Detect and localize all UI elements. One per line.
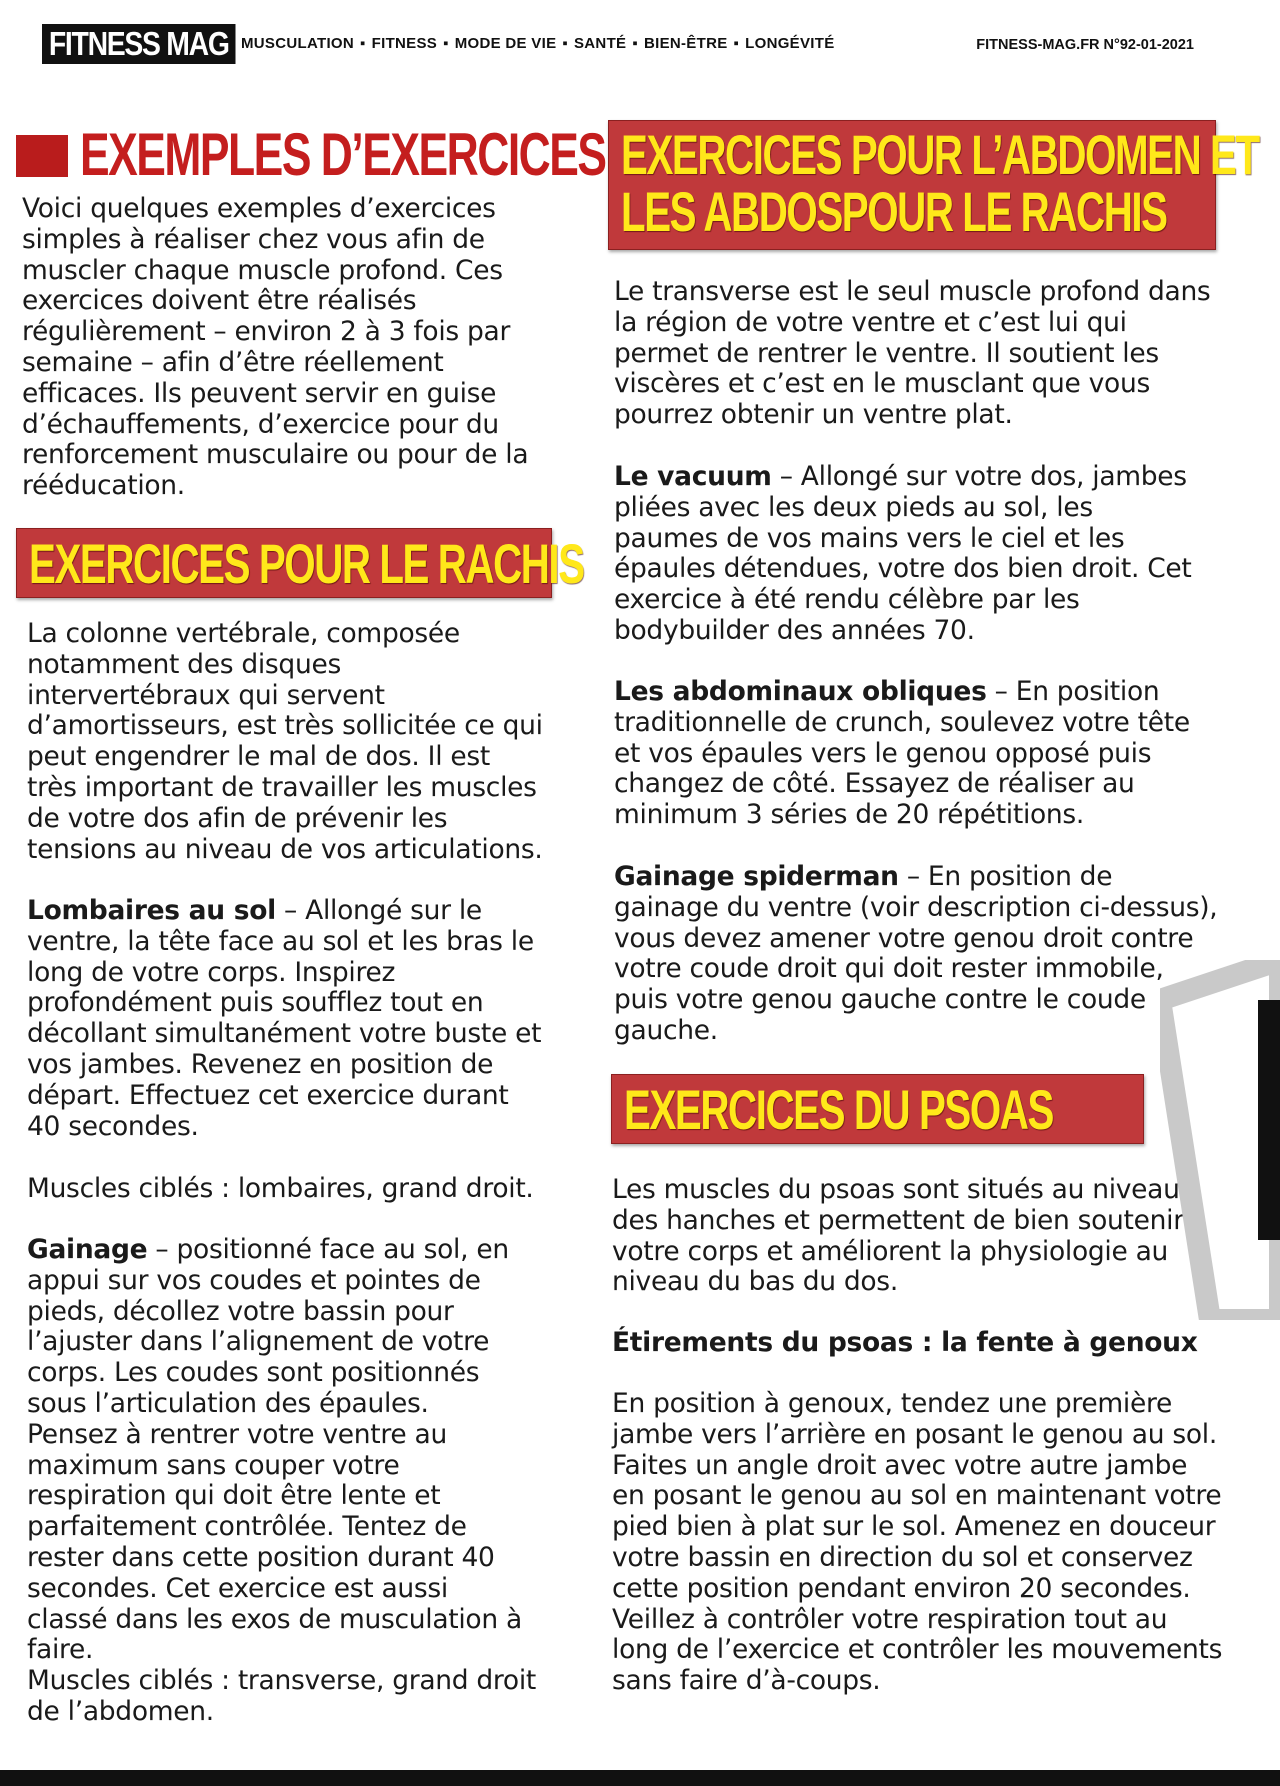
psoas-paragraph: En position à genoux, tendez une première jambe vers l’arrière en posant le genou au sol. Faites un angle droit avec votre autre jambe en posant le genou au sol en maintenant votre pied bien à plat sur le sol. Amenez en douceur votre bassin en direction du sol et conservez cette position pendant environ 20 secondes. Veillez à contrôler votre respiration tout au long de l’exercice et contrôler les mouvements sans faire d’à-coups. xyxy=(612,1388,1223,1697)
banner-rachis-text: EXERCICES POUR LE RACHIS xyxy=(29,532,584,595)
gainage-text: – positionné face au sol, en appui sur vos coudes et pointes de pieds, décollez votre bassin pour l’ajuster dans l’alignement de votre corps. Les coudes sont positionnés sous l’articulation des épaules. Pensez à rentrer votre ventre au maximum sans couper votre respiration qui doit être lente et parfaitement contrôlée. Tentez de rester dans cette position durant 40 secondes. Cet exercice est aussi classé dans les exos de musculation à faire. xyxy=(27,1234,522,1666)
rachis-intro-paragraph: La colonne vertébrale, composée notamment des disques intervertébraux qui servent d’amortisseurs, est très sollicitée ce qui peut engendrer le mal de dos. Il est très important de travailler les muscles de votre dos afin de prévenir les tensions au niveau de vos articulations. xyxy=(27,618,543,865)
lombaires-text: – Allongé sur le ventre, la tête face au sol et les bras le long de votre corps. Inspirez profondément puis soufflez tout en décollant simultanément votre buste et vos jambes. Revenez en position de départ. Effectuez cet exercice durant 40 secondes. xyxy=(27,895,542,1142)
obliques-title: Les abdominaux obliques xyxy=(614,676,987,707)
banner-rachis xyxy=(16,528,584,598)
section-nav: MUSCULATION ▪ FITNESS ▪ MODE DE VIE ▪ SANTÉ ▪ BIEN-ÊTRE ▪ LONGÉVITÉ xyxy=(241,35,835,52)
nav-item-sante[interactable]: SANTÉ xyxy=(574,35,627,52)
lombaires-title: Lombaires au sol xyxy=(27,895,276,926)
nav-item-bien-etre[interactable]: BIEN-ÊTRE xyxy=(643,35,728,52)
psoas-subtitle: Étirements du psoas : la fente à genoux xyxy=(612,1327,1198,1358)
lombaires-muscles: Muscles ciblés : lombaires, grand droit. xyxy=(27,1173,534,1204)
banner-abdomen-line1: EXERCICES POUR L’ABDOMEN ET xyxy=(621,123,1259,186)
watermark-fragment xyxy=(1160,960,1280,1320)
spiderman-title: Gainage spiderman xyxy=(614,861,899,892)
nav-item-fitness[interactable]: FITNESS xyxy=(371,35,438,52)
intro-paragraph: Voici quelques exemples d’exercices simples à réaliser chez vous afin de muscler chaque muscle profond. Ces exercices doivent être réalisés régulièrement – environ 2 à 3 fois par semaine – afin d’être réellement efficaces. Ils peuvent servir en guise d’échauffements, d’exercice pour du renforcement musculaire ou pour de la rééducation. xyxy=(22,193,529,502)
banner-abdomen xyxy=(608,120,1259,250)
nav-item-musculation[interactable]: MUSCULATION xyxy=(241,35,355,52)
vacuum-title: Le vacuum xyxy=(614,461,772,492)
title-marker-square xyxy=(16,135,68,177)
gainage-muscles: Muscles ciblés : transverse, grand droit de l’abdomen. xyxy=(27,1665,536,1727)
psoas-intro-paragraph: Les muscles du psoas sont situés au niveau des hanches et permettent de bien soutenir votre corps et améliorent la physiologie au niveau du bas du dos. xyxy=(612,1174,1184,1298)
nav-item-mode-de-vie[interactable]: MODE DE VIE xyxy=(454,35,557,52)
footer-bar xyxy=(0,1770,1280,1786)
issue-number: FITNESS-MAG.FR N°92-01-2021 xyxy=(976,37,1194,53)
vacuum-text: – Allongé sur votre dos, jambes pliées avec les deux pieds au sol, les paumes de vos mains vers le ciel et les épaules détendues, votre dos bien droit. Cet exercice à été rendu célèbre par les bodybuilder des années 70. xyxy=(614,461,1192,646)
vacuum-paragraph xyxy=(614,462,1194,647)
obliques-paragraph xyxy=(614,677,1224,831)
gainage-paragraph xyxy=(27,1235,527,1666)
nav-item-longevite[interactable]: LONGÉVITÉ xyxy=(745,35,835,52)
banner-psoas-text: EXERCICES DU PSOAS xyxy=(624,1078,1053,1141)
obliques-text: – En position traditionnelle de crunch, soulevez votre tête et vos épaules vers le genou opposé puis changez de côté. Essayez de réaliser au minimum 3 séries de 20 répétitions. xyxy=(614,676,1190,831)
banner-abdomen-line2: LES ABDOSPOUR LE RACHIS xyxy=(621,180,1167,243)
banner-psoas xyxy=(611,1074,1144,1144)
abdomen-intro-paragraph: Le transverse est le seul muscle profond dans la région de votre ventre et c’est lui qui permet de rentrer le ventre. Il soutient les viscères et c’est en le musclant que vous pourrez obtenir un ventre plat. xyxy=(614,276,1211,431)
lombaires-paragraph xyxy=(27,896,547,1142)
gainage-title: Gainage xyxy=(27,1234,148,1265)
magazine-logo[interactable]: FITNESS MAG xyxy=(42,24,236,64)
spiderman-text: – En position de gainage du ventre (voir description ci-dessus), vous devez amener votre genou droit contre votre coude droit qui doit rester immobile, puis votre genou gauche contre le coude gauche. xyxy=(614,861,1218,1046)
spiderman-paragraph xyxy=(614,862,1224,1047)
page-header xyxy=(0,0,1280,90)
main-title: EXEMPLES D’EXERCICES xyxy=(80,121,606,188)
